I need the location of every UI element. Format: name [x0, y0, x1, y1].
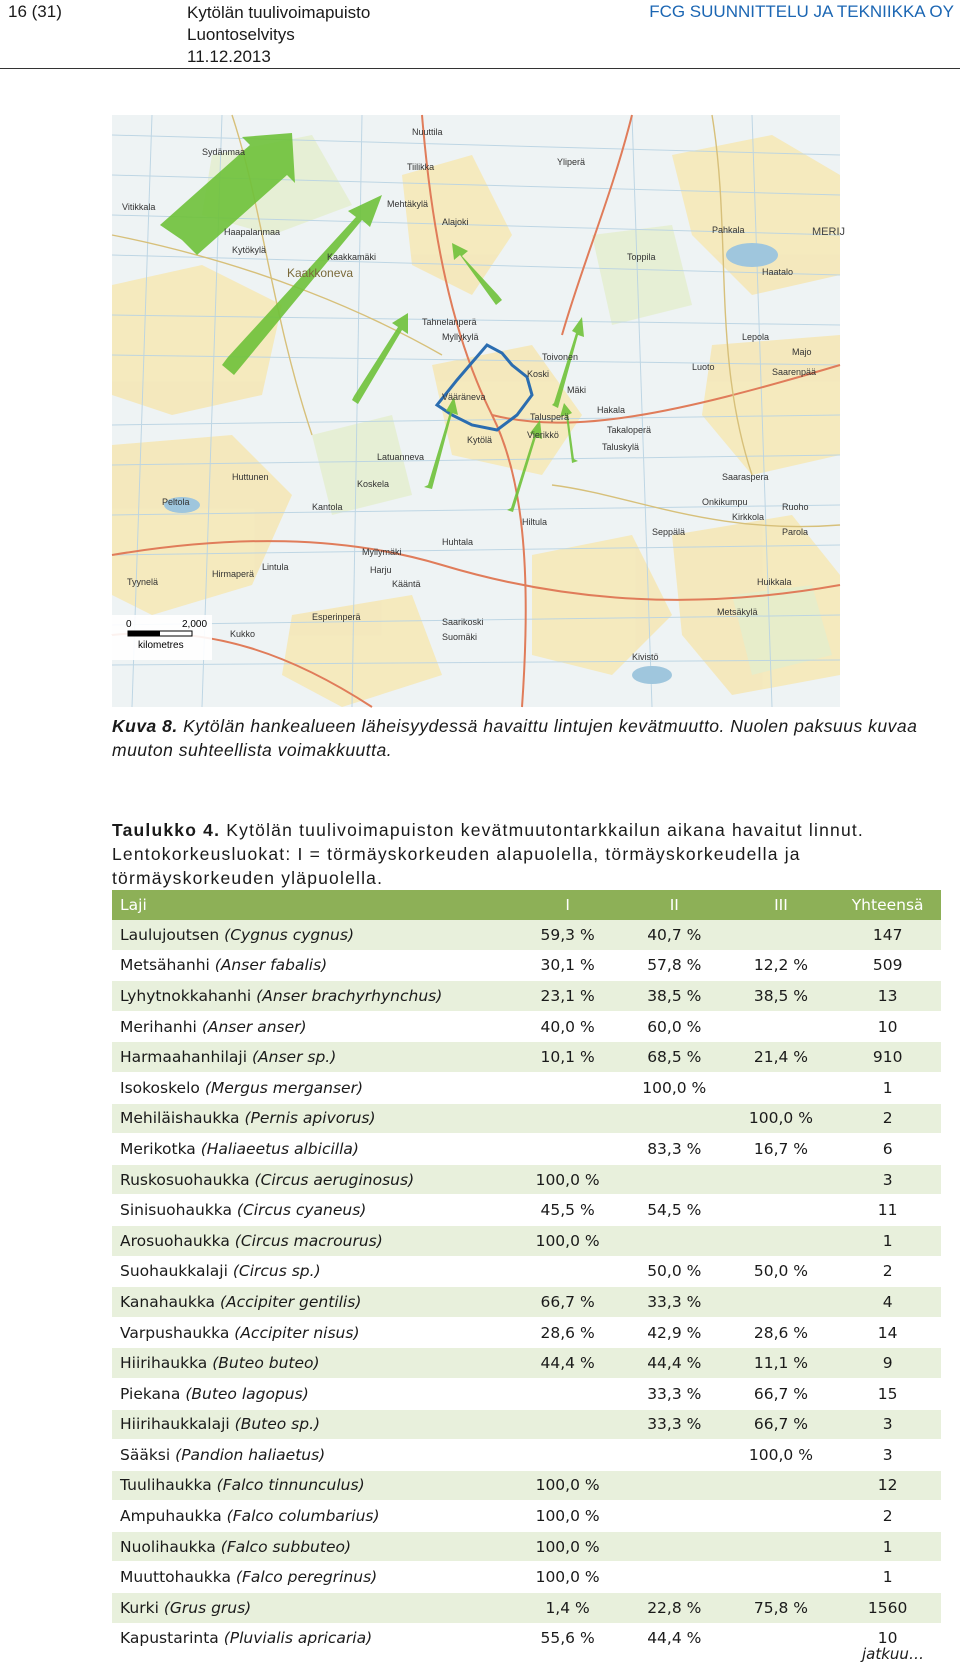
- share-ii-cell: 44,4 %: [621, 1623, 728, 1654]
- species-name: Sinisuohaukka: [120, 1201, 232, 1220]
- share-i-cell: [514, 1072, 621, 1103]
- place-label: Latuanneva: [377, 452, 425, 462]
- share-i-cell: 40,0 %: [514, 1011, 621, 1042]
- species-cell: [112, 950, 514, 981]
- place-label: Vierikkö: [527, 430, 559, 440]
- total-count-cell: 1: [834, 1072, 941, 1103]
- place-label: Saaraspera: [722, 472, 769, 482]
- species-latin-name: (Pernis apivorus): [244, 1109, 376, 1128]
- share-i-cell: 10,1 %: [514, 1042, 621, 1073]
- species-cell: [112, 1287, 514, 1318]
- species-name: Ampuhaukka: [120, 1507, 222, 1526]
- table-caption-text: Kytölän tuulivoimapuiston kevätmuutontarkkailun aikana havaitut linnut. Lentokorkeusluokat: I = törmäyskorkeuden alapuolella, törmäyskorkeudella ja törmäyskorkeuden yläpuolella.: [112, 820, 864, 888]
- place-label: Takaloperä: [607, 425, 652, 435]
- share-i-cell: 30,1 %: [514, 950, 621, 981]
- share-ii-cell: 50,0 %: [621, 1256, 728, 1287]
- share-i-cell: [514, 1440, 621, 1471]
- table-row: [112, 1103, 941, 1134]
- place-label: Koski: [527, 369, 550, 379]
- page-header: [0, 0, 960, 70]
- species-cell: [112, 1409, 514, 1440]
- species-cell: [112, 1195, 514, 1226]
- report-date: 11.12.2013: [187, 47, 271, 66]
- place-label: Kääntä: [392, 579, 421, 589]
- species-cell: [112, 1440, 514, 1471]
- figure-caption-text: Kytölän hankealueen läheisyydessä havaittu lintujen kevätmuutto. Nuolen paksuus kuvaa muuton suhteellista voimakkuutta.: [112, 716, 918, 760]
- share-i-cell: 66,7 %: [514, 1287, 621, 1318]
- share-i-cell: 45,5 %: [514, 1195, 621, 1226]
- place-label: Parola: [782, 527, 809, 537]
- place-label: Kivistö: [632, 652, 659, 662]
- species-latin-name: (Haliaeetus albicilla): [200, 1139, 359, 1158]
- share-i-cell: 100,0 %: [514, 1225, 621, 1256]
- species-latin-name: (Falco tinnunculus): [216, 1476, 365, 1495]
- place-label: Kirkkola: [732, 512, 765, 522]
- share-ii-cell: 83,3 %: [621, 1134, 728, 1165]
- total-count-cell: 15: [834, 1378, 941, 1409]
- share-i-cell: 28,6 %: [514, 1317, 621, 1348]
- species-cell: [112, 981, 514, 1012]
- place-label: Onkikumpu: [702, 497, 748, 507]
- species-latin-name: (Mergus merganser): [204, 1078, 364, 1097]
- species-latin-name: (Circus aeruginosus): [254, 1170, 415, 1189]
- share-ii-cell: 38,5 %: [621, 981, 728, 1012]
- species-latin-name: (Accipiter nisus): [234, 1323, 360, 1342]
- place-label: Toivonen: [542, 352, 579, 362]
- share-iii-cell: [728, 920, 835, 950]
- total-count-cell: 11: [834, 1195, 941, 1226]
- place-label: Haatalo: [762, 267, 794, 277]
- share-iii-cell: [728, 1287, 835, 1318]
- share-iii-cell: 21,4 %: [728, 1042, 835, 1073]
- species-name: Hiirihaukkalaji: [120, 1415, 230, 1434]
- place-label: Peltola: [162, 497, 190, 507]
- scale-unit: kilometres: [138, 640, 184, 651]
- species-name: Lyhytnokkahanhi: [120, 986, 252, 1005]
- table-row: [112, 1623, 941, 1654]
- total-count-cell: 13: [834, 981, 941, 1012]
- share-ii-cell: [621, 1103, 728, 1134]
- share-i-cell: 1,4 %: [514, 1593, 621, 1624]
- share-ii-cell: 42,9 %: [621, 1317, 728, 1348]
- share-ii-cell: 44,4 %: [621, 1348, 728, 1379]
- species-name: Mehiläishaukka: [120, 1109, 240, 1128]
- table-row: [112, 1256, 941, 1287]
- place-label: Mehtäkylä: [387, 199, 429, 209]
- species-name: Ruskosuohaukka: [120, 1170, 250, 1189]
- species-name: Kurki: [120, 1598, 159, 1617]
- place-label: Tahnelanperä: [422, 317, 477, 327]
- place-label: Kytökylä: [232, 245, 267, 255]
- place-label: Hakala: [597, 405, 626, 415]
- project-title: Kytölän tuulivoimapuisto: [187, 3, 371, 22]
- table-row: [112, 1042, 941, 1073]
- share-iii-cell: [728, 1011, 835, 1042]
- total-count-cell: 509: [834, 950, 941, 981]
- species-latin-name: (Cygnus cygnus): [224, 925, 354, 944]
- place-label: Vääräneva: [442, 392, 486, 402]
- table-row: [112, 1317, 941, 1348]
- place-label: Seppälä: [652, 527, 686, 537]
- place-label: Lintula: [262, 562, 289, 572]
- share-iii-cell: [728, 1225, 835, 1256]
- species-latin-name: (Anser anser): [201, 1017, 307, 1036]
- table-row: [112, 1409, 941, 1440]
- place-label: Kukko: [230, 629, 256, 639]
- place-label: Huikkala: [757, 577, 792, 587]
- species-name: Harmaahanhilaji: [120, 1048, 248, 1067]
- species-name: Tuulihaukka: [120, 1476, 212, 1495]
- place-label: Tiilikka: [407, 162, 435, 172]
- species-name: Nuolihaukka: [120, 1537, 216, 1556]
- share-ii-cell: 60,0 %: [621, 1011, 728, 1042]
- table-row: [112, 1287, 941, 1318]
- place-label: Talusperä: [530, 412, 570, 422]
- total-count-cell: 12: [834, 1470, 941, 1501]
- share-i-cell: 23,1 %: [514, 981, 621, 1012]
- species-cell: [112, 1501, 514, 1532]
- share-iii-cell: 28,6 %: [728, 1317, 835, 1348]
- share-iii-cell: [728, 1501, 835, 1532]
- species-latin-name: (Buteo buteo): [212, 1354, 320, 1373]
- total-count-cell: 9: [834, 1348, 941, 1379]
- species-name: Merikotka: [120, 1139, 196, 1158]
- share-i-cell: 55,6 %: [514, 1623, 621, 1654]
- species-latin-name: (Anser brachyrhynchus): [256, 986, 443, 1005]
- share-iii-cell: 12,2 %: [728, 950, 835, 981]
- share-iii-cell: [728, 1164, 835, 1195]
- table-row: [112, 1164, 941, 1195]
- share-ii-cell: 33,3 %: [621, 1409, 728, 1440]
- place-label: Saarikoski: [442, 617, 484, 627]
- species-cell: [112, 1593, 514, 1624]
- place-label: Harju: [370, 565, 392, 575]
- share-ii-cell: 22,8 %: [621, 1593, 728, 1624]
- scale-bar: [112, 615, 212, 660]
- figure-label: Kuva 8.: [112, 716, 178, 736]
- total-count-cell: 2: [834, 1256, 941, 1287]
- column-header: Yhteensä: [834, 890, 941, 920]
- table-caption: [112, 818, 956, 890]
- species-name: Sääksi: [120, 1445, 171, 1464]
- species-name: Varpushaukka: [120, 1323, 230, 1342]
- place-label: Saarenpää: [772, 367, 817, 377]
- species-name: Metsähanhi: [120, 956, 210, 975]
- share-ii-cell: [621, 1225, 728, 1256]
- species-cell: [112, 1164, 514, 1195]
- share-iii-cell: 11,1 %: [728, 1348, 835, 1379]
- place-label: Hiltula: [522, 517, 548, 527]
- place-label: Tyynelä: [127, 577, 159, 587]
- species-latin-name: (Anser sp.): [251, 1048, 337, 1067]
- table-row: [112, 1378, 941, 1409]
- species-cell: [112, 1134, 514, 1165]
- species-name: Isokoskelo: [120, 1078, 200, 1097]
- place-label: Kytölä: [467, 435, 493, 445]
- share-i-cell: 44,4 %: [514, 1348, 621, 1379]
- species-latin-name: (Anser fabalis): [214, 956, 328, 975]
- table-label: Taulukko 4.: [112, 820, 221, 840]
- species-cell: [112, 1072, 514, 1103]
- species-latin-name: (Circus sp.): [232, 1262, 321, 1281]
- total-count-cell: 147: [834, 920, 941, 950]
- place-label: Kantola: [312, 502, 343, 512]
- table-row: [112, 1011, 941, 1042]
- species-cell: [112, 1470, 514, 1501]
- place-label: Metsäkylä: [717, 607, 758, 617]
- species-cell: [112, 920, 514, 950]
- share-i-cell: 59,3 %: [514, 920, 621, 950]
- table-row: [112, 1072, 941, 1103]
- table-row: [112, 1134, 941, 1165]
- share-iii-cell: 100,0 %: [728, 1103, 835, 1134]
- species-latin-name: (Pluvialis apricaria): [223, 1629, 373, 1648]
- species-cell: [112, 1562, 514, 1593]
- species-name: Kapustarinta: [120, 1629, 219, 1648]
- share-i-cell: 100,0 %: [514, 1562, 621, 1593]
- species-latin-name: (Buteo sp.): [234, 1415, 321, 1434]
- place-label: Kaakkamäki: [327, 252, 377, 262]
- species-cell: [112, 1531, 514, 1562]
- share-i-cell: [514, 1378, 621, 1409]
- species-latin-name: (Falco subbuteo): [220, 1537, 352, 1556]
- total-count-cell: 910: [834, 1042, 941, 1073]
- place-label: Myllymäki: [362, 547, 402, 557]
- share-ii-cell: 57,8 %: [621, 950, 728, 981]
- species-name: Piekana: [120, 1384, 181, 1403]
- species-cell: [112, 1011, 514, 1042]
- share-i-cell: 100,0 %: [514, 1470, 621, 1501]
- share-ii-cell: [621, 1501, 728, 1532]
- place-label: Sydänmaa: [202, 147, 246, 157]
- share-i-cell: 100,0 %: [514, 1164, 621, 1195]
- total-count-cell: 2: [834, 1501, 941, 1532]
- total-count-cell: 1: [834, 1562, 941, 1593]
- share-i-cell: 100,0 %: [514, 1531, 621, 1562]
- column-header: I: [514, 890, 621, 920]
- table-row: [112, 1348, 941, 1379]
- share-ii-cell: 54,5 %: [621, 1195, 728, 1226]
- share-ii-cell: 100,0 %: [621, 1072, 728, 1103]
- map-svg: [112, 115, 845, 707]
- place-label: Myllykylä: [442, 332, 479, 342]
- share-iii-cell: 16,7 %: [728, 1134, 835, 1165]
- page-number: 16 (31): [8, 2, 62, 21]
- share-ii-cell: 68,5 %: [621, 1042, 728, 1073]
- place-label: Vitikkala: [122, 202, 156, 212]
- share-ii-cell: [621, 1440, 728, 1471]
- migration-map: [112, 115, 845, 707]
- place-label: Yliperä: [557, 157, 586, 167]
- total-count-cell: 4: [834, 1287, 941, 1318]
- species-cell: [112, 1317, 514, 1348]
- species-latin-name: (Circus cyaneus): [236, 1201, 367, 1220]
- species-table: [112, 890, 941, 1654]
- place-label: Suomäki: [442, 632, 478, 642]
- share-ii-cell: [621, 1562, 728, 1593]
- total-count-cell: 14: [834, 1317, 941, 1348]
- species-cell: [112, 1348, 514, 1379]
- table-row: [112, 1195, 941, 1226]
- place-label: Taluskylä: [602, 442, 640, 452]
- species-cell: [112, 1103, 514, 1134]
- total-count-cell: 3: [834, 1440, 941, 1471]
- total-count-cell: 1560: [834, 1593, 941, 1624]
- share-iii-cell: [728, 1072, 835, 1103]
- column-header: III: [728, 890, 835, 920]
- share-iii-cell: 66,7 %: [728, 1409, 835, 1440]
- species-latin-name: (Falco columbarius): [226, 1507, 380, 1526]
- total-count-cell: 10: [834, 1011, 941, 1042]
- table-row: [112, 1593, 941, 1624]
- share-iii-cell: [728, 1562, 835, 1593]
- place-label: Kaakkoneva: [287, 266, 354, 280]
- species-cell: [112, 1042, 514, 1073]
- share-iii-cell: [728, 1531, 835, 1562]
- table-row: [112, 1501, 941, 1532]
- species-latin-name: (Accipiter gentilis): [219, 1292, 362, 1311]
- column-header: Laji: [112, 890, 514, 920]
- share-iii-cell: 66,7 %: [728, 1378, 835, 1409]
- figure-caption: [112, 714, 952, 762]
- species-name: Arosuohaukka: [120, 1231, 230, 1250]
- share-iii-cell: 100,0 %: [728, 1440, 835, 1471]
- share-iii-cell: 75,8 %: [728, 1593, 835, 1624]
- share-i-cell: [514, 1103, 621, 1134]
- company-name: FCG SUUNNITTELU JA TEKNIIKKA OY: [649, 2, 954, 21]
- document-info: [187, 2, 370, 68]
- species-latin-name: (Falco peregrinus): [235, 1568, 378, 1587]
- total-count-cell: 10: [834, 1623, 941, 1654]
- share-i-cell: 100,0 %: [514, 1501, 621, 1532]
- species-latin-name: (Grus grus): [163, 1598, 252, 1617]
- species-cell: [112, 1623, 514, 1654]
- table-row: [112, 1440, 941, 1471]
- scale-start: 0: [126, 619, 132, 630]
- place-label: Huhtala: [442, 537, 474, 547]
- place-label: Huttunen: [232, 472, 269, 482]
- place-label: MERIJ: [812, 226, 845, 238]
- place-label: Toppila: [627, 252, 656, 262]
- table-row: [112, 1562, 941, 1593]
- share-iii-cell: 50,0 %: [728, 1256, 835, 1287]
- species-name: Laulujoutsen: [120, 925, 220, 944]
- scale-end: 2,000: [182, 619, 208, 630]
- share-ii-cell: [621, 1470, 728, 1501]
- share-iii-cell: [728, 1470, 835, 1501]
- total-count-cell: 6: [834, 1134, 941, 1165]
- total-count-cell: 3: [834, 1164, 941, 1195]
- place-label: Hirmaperä: [212, 569, 255, 579]
- share-ii-cell: 40,7 %: [621, 920, 728, 950]
- share-ii-cell: [621, 1164, 728, 1195]
- place-label: Haapalanmaa: [224, 227, 281, 237]
- continued-note: jatkuu…: [862, 1645, 924, 1663]
- species-name: Suohaukkalaji: [120, 1262, 228, 1281]
- place-label: Lepola: [742, 332, 770, 342]
- total-count-cell: 2: [834, 1103, 941, 1134]
- table-header-row: [112, 890, 941, 920]
- place-label: Luoto: [692, 362, 715, 372]
- species-name: Kanahaukka: [120, 1292, 216, 1311]
- place-label: Majo: [792, 347, 812, 357]
- total-count-cell: 1: [834, 1225, 941, 1256]
- share-iii-cell: 38,5 %: [728, 981, 835, 1012]
- species-cell: [112, 1378, 514, 1409]
- share-i-cell: [514, 1134, 621, 1165]
- report-type: Luontoselvitys: [187, 25, 295, 44]
- table-row: [112, 920, 941, 950]
- share-iii-cell: [728, 1195, 835, 1226]
- table-row: [112, 1531, 941, 1562]
- table-row: [112, 1470, 941, 1501]
- column-header: II: [621, 890, 728, 920]
- place-label: Pahkala: [712, 225, 745, 235]
- species-name: Merihanhi: [120, 1017, 197, 1036]
- header-divider: [0, 68, 960, 69]
- place-label: Koskela: [357, 479, 390, 489]
- table-row: [112, 950, 941, 981]
- share-ii-cell: [621, 1531, 728, 1562]
- species-name: Hiirihaukka: [120, 1354, 208, 1373]
- species-latin-name: (Circus macrourus): [234, 1231, 383, 1250]
- share-ii-cell: 33,3 %: [621, 1287, 728, 1318]
- share-iii-cell: [728, 1623, 835, 1654]
- table-row: [112, 1225, 941, 1256]
- place-label: Nuuttila: [412, 127, 443, 137]
- total-count-cell: 1: [834, 1531, 941, 1562]
- place-label: Alajoki: [442, 217, 469, 227]
- share-i-cell: [514, 1256, 621, 1287]
- share-ii-cell: 33,3 %: [621, 1378, 728, 1409]
- place-label: Esperinperä: [312, 612, 361, 622]
- species-cell: [112, 1225, 514, 1256]
- share-i-cell: [514, 1409, 621, 1440]
- species-cell: [112, 1256, 514, 1287]
- species-name: Muuttohaukka: [120, 1568, 231, 1587]
- total-count-cell: 3: [834, 1409, 941, 1440]
- place-label: Ruoho: [782, 502, 809, 512]
- species-latin-name: (Pandion haliaetus): [175, 1445, 326, 1464]
- table-row: [112, 981, 941, 1012]
- species-latin-name: (Buteo lagopus): [185, 1384, 309, 1403]
- place-label: Mäki: [567, 385, 587, 395]
